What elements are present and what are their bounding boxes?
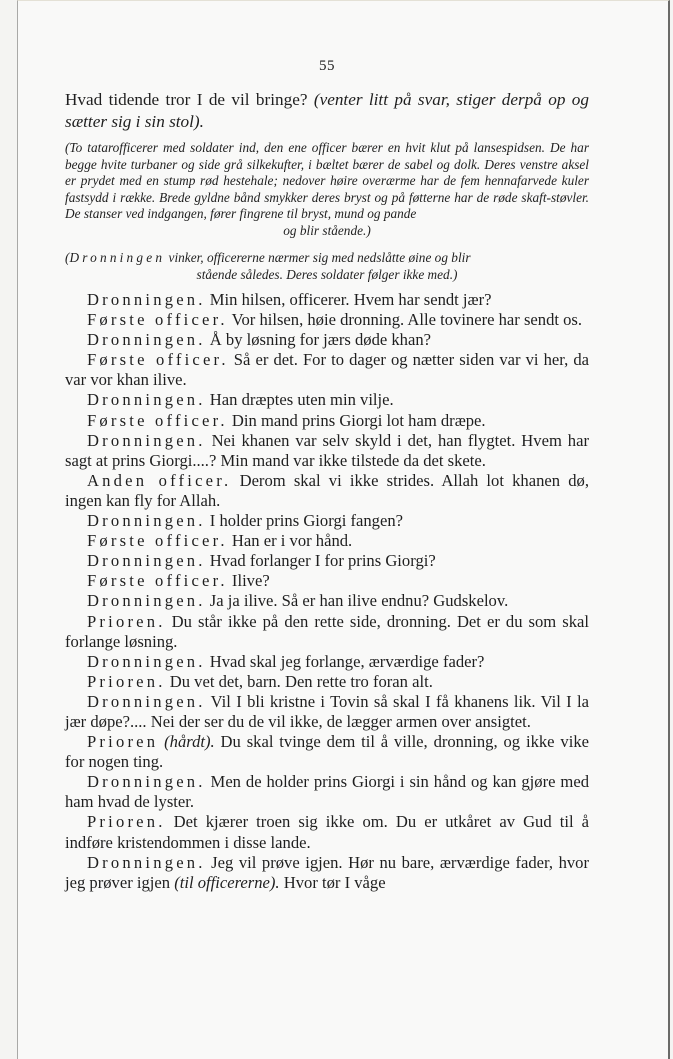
speaker-name: Dronningen.	[87, 651, 206, 671]
speaker-name: Prioren.	[87, 671, 166, 691]
dialogue-line	[65, 330, 589, 350]
line-text: Han dræptes uten min vilje.	[205, 390, 394, 410]
dialogue-line	[65, 672, 589, 692]
book-page	[17, 0, 670, 1059]
dialogue-line	[65, 612, 589, 652]
line-text-continued: Hvor tør I våge	[279, 872, 386, 892]
intro-paragraph	[65, 89, 589, 133]
dialogue-line	[65, 772, 589, 812]
dialogue-line	[65, 652, 589, 672]
speaker-name: Prioren	[87, 732, 159, 752]
dialogue-line	[65, 692, 589, 732]
stage-direction-speaker: Dronningen	[69, 250, 166, 265]
line-text: Men de holder prins Giorgi i sin hånd og kan gjøre med ham hvad de lyster.	[65, 772, 589, 812]
line-text: Jeg vil prøve igjen. Hør nu bare, ærværdige fader, hvor jeg prøver igjen	[65, 852, 589, 892]
dialogue-line	[65, 571, 589, 591]
line-text: Vil I bli kristne i Tovin så skal I få khanens lik. Vil I la jær døpe?.... Nei der ser du de vil ikke, de lægger armen over ansigtet.	[65, 691, 589, 731]
speaker-name: Første officer.	[87, 310, 228, 330]
line-text: Du skal tvinge dem til å ville, dronning, og ikke vike for nogen ting.	[65, 732, 589, 772]
speaker-name: Anden officer.	[87, 470, 232, 490]
dialogue-line	[65, 411, 589, 431]
page-number: 55	[319, 58, 335, 74]
speaker-name: Første officer.	[87, 410, 228, 430]
speaker-name: Dronningen.	[87, 390, 206, 410]
speaker-name: Dronningen.	[87, 591, 206, 611]
line-text: Du står ikke på den rette side, dronning. Det er du som skal forlange løsning.	[65, 611, 589, 651]
dialogue-line	[65, 853, 589, 893]
line-text: Det kjærer troen sig ikke om. Du er utkåret av Gud til å indføre kristendommen i disse lande.	[65, 812, 589, 852]
stage-direction-last-line: og blir stående.)	[283, 222, 371, 238]
line-text: Å by løsning for jærs døde khan?	[205, 330, 431, 350]
dialogue-line	[65, 531, 589, 551]
dialogue-line	[65, 591, 589, 611]
line-text: Nei khanen var selv skyld i det, han flygtet. Hvem har sagt at prins Giorgi....? Min mand var ikke tilstede da det skete.	[65, 430, 589, 470]
intro-stage-direction: (venter litt på svar, stiger derpå op og sætter sig i sin stol).	[65, 90, 589, 131]
speaker-name: Første officer.	[87, 350, 229, 370]
dialogue-line	[65, 290, 589, 310]
line-text: Min hilsen, officerer. Hvem har sendt jær?	[205, 290, 492, 309]
speaker-name: Dronningen.	[87, 430, 206, 450]
line-text: Din mand prins Giorgi lot ham dræpe.	[227, 410, 486, 430]
speaker-name: Prioren.	[87, 611, 166, 631]
dialogue-line	[65, 812, 589, 852]
line-text: I holder prins Giorgi fangen?	[205, 511, 404, 531]
dialogue-line	[65, 471, 589, 511]
dialogue-line	[65, 390, 589, 410]
line-stage-direction: (hårdt).	[158, 732, 215, 752]
dialogue-line	[65, 350, 589, 390]
dialogue-line	[65, 431, 589, 471]
speaker-name: Første officer.	[87, 571, 228, 591]
speaker-name: Dronningen.	[87, 772, 206, 792]
dialogue-line	[65, 551, 589, 571]
speaker-name: Dronningen.	[87, 330, 206, 350]
stage-direction-text: vinker, officererne nærmer sig med nedslåtte øine og blir	[165, 250, 471, 265]
speaker-name: Prioren.	[87, 812, 166, 832]
line-text: Vor hilsen, høie dronning. Alle tovinere har sendt os.	[227, 310, 583, 330]
dialogue	[65, 290, 589, 893]
line-text: Derom skal vi ikke strides. Allah lot khanen dø, ingen kan fly for Allah.	[65, 470, 589, 510]
stage-direction-officers-enter	[65, 140, 589, 240]
line-text: Du vet det, barn. Den rette tro foran alt.	[165, 671, 433, 691]
line-text: Hvad forlanger I for prins Giorgi?	[205, 551, 436, 571]
speaker-name: Dronningen.	[87, 290, 206, 309]
stage-direction-queen-beckons	[65, 250, 589, 283]
line-text: Så er det. For to dager og nætter siden var vi her, da var vor khan ilive.	[65, 350, 590, 390]
line-text: Hvad skal jeg forlange, ærværdige fader?	[205, 651, 485, 671]
line-text: Han er i vor hånd.	[227, 531, 353, 551]
dialogue-line	[65, 511, 589, 531]
stage-direction-open-paren: (	[65, 250, 70, 265]
dialogue-line	[65, 310, 589, 330]
line-text: Ilive?	[227, 571, 270, 591]
speaker-name: Dronningen.	[87, 551, 206, 571]
speaker-name: Dronningen.	[87, 852, 206, 872]
line-text: Ja ja ilive. Så er han ilive endnu? Gudskelov.	[205, 591, 509, 611]
dialogue-line	[65, 732, 589, 772]
speaker-name: Første officer.	[87, 531, 228, 551]
intro-text: Hvad tidende tror I de vil bringe?	[65, 90, 314, 109]
stage-direction-text: (To tatarofficerer med soldater ind, den ene officer bærer en hvit klut på lansespidsen. De har begge hvite turbaner og side grå silkekufter, i bæltet bærer de sabel og dolk. Deres venstre aksel er prydet med en stump rød hestehale; nedover høire overærme har de fem hennafarvede kuler fastsydd i række. Brede gyldne bånd smykker deres bryst og på føtterne har de røde skaft-støvler. De stanser ved indgangen, fører fingrene til bryst, mund og pande	[65, 140, 589, 222]
speaker-name: Dronningen.	[87, 511, 206, 531]
stage-direction-last-line: stående således. Deres soldater følger ikke med.)	[196, 266, 458, 282]
line-stage-direction: (til officererne).	[174, 872, 280, 892]
speaker-name: Dronningen.	[87, 691, 206, 711]
